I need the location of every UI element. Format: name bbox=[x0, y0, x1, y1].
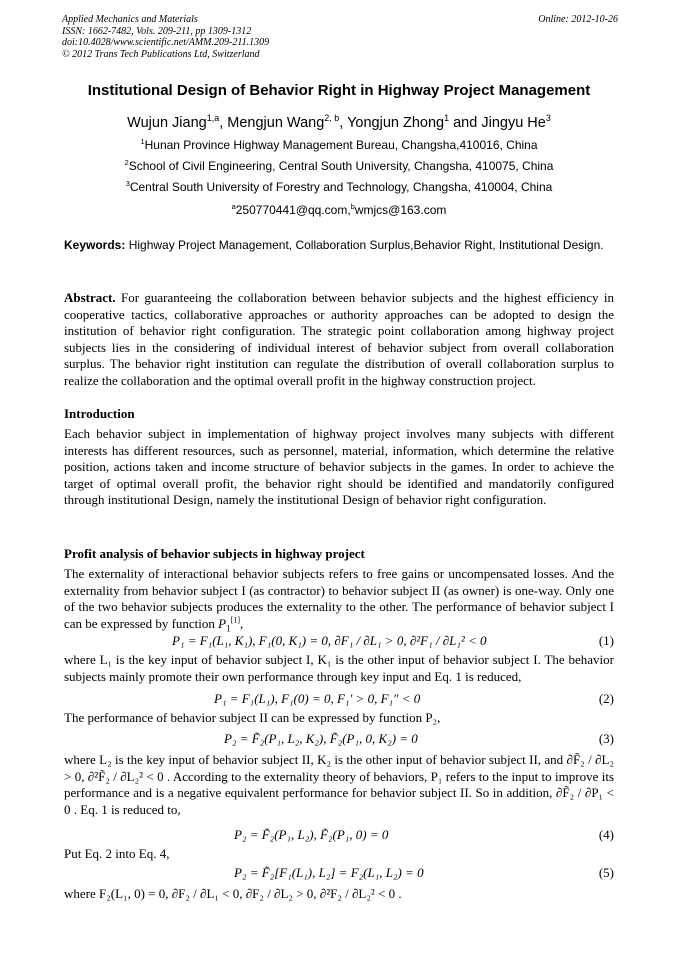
profit-paragraph-1 bbox=[64, 566, 614, 632]
issn-line: ISSN: 1662-7482, Vols. 209-211, pp 1309-1312 bbox=[62, 25, 252, 37]
author-emails bbox=[30, 203, 648, 217]
equation-number: (2) bbox=[598, 691, 614, 706]
keywords-label: Keywords: bbox=[64, 238, 126, 252]
equation-expression: P₂ = F̃₂(P₁, L₂), F̃₂(P₁, 0) = 0 bbox=[234, 827, 389, 842]
paragraph-text: The externality of interactional behavior subjects refers to free gains or uncompensated losses. And the externality from behavior subject I (as contractor) to behavior subject II (as owner) is one-way. Only one of the two behavior subjects produces the externality to the other. The performance of behavior subject I can be expressed by function bbox=[64, 566, 614, 631]
author-name: Yongjun Zhong bbox=[347, 115, 445, 131]
author-list bbox=[30, 115, 648, 131]
equation-4 bbox=[64, 826, 614, 844]
journal-header bbox=[62, 14, 618, 60]
author-sup: 3 bbox=[545, 113, 551, 124]
keywords bbox=[64, 238, 614, 254]
email-a: 250770441@qq.com, bbox=[235, 203, 351, 217]
affiliation-sup: 3 bbox=[125, 179, 130, 188]
citation-ref: [1] bbox=[230, 615, 241, 625]
affiliation-sup: 1 bbox=[140, 137, 145, 146]
affiliation-3 bbox=[30, 180, 648, 194]
author-sup: 1,a bbox=[206, 113, 220, 124]
math-sub: 1 bbox=[226, 623, 231, 634]
profit-paragraph-3: The performance of behavior subject II can be expressed by function P₂, bbox=[64, 710, 441, 725]
author-name: Wujun Jiang bbox=[127, 115, 207, 131]
author-sep: , bbox=[219, 115, 228, 131]
author-sup: 1 bbox=[444, 113, 450, 124]
equation-1 bbox=[64, 632, 614, 650]
keywords-text: Highway Project Management, Collaboration Surplus,Behavior Right, Institutional Design. bbox=[125, 238, 604, 252]
equation-3 bbox=[64, 730, 614, 748]
introduction-paragraph: Each behavior subject in implementation of highway project involves many subjects with different interests has different resources, such as personnel, material, information, which determine the relative position, actions taken and income structure of behavior subjects in the games. In order to achieve the target of optimal overall profit, the behavior right should be identified and mandatorily configured through institutional Design, namely the institutional Design of behavior right configuration. bbox=[64, 426, 614, 507]
email-b: wmjcs@163.com bbox=[354, 203, 447, 217]
author-sep: and bbox=[449, 115, 482, 131]
section-heading-introduction: Introduction bbox=[64, 406, 135, 421]
copyright-line: © 2012 Trans Tech Publications Ltd, Switzerland bbox=[62, 48, 260, 60]
author-name: Jingyu He bbox=[481, 115, 546, 131]
equation-expression: P₁ = F₁(L₁), F₁(0) = 0, F₁′ > 0, F₁″ < 0 bbox=[214, 691, 421, 706]
author-sep: , bbox=[339, 115, 348, 131]
affiliation-1 bbox=[30, 138, 648, 152]
affiliation-sup: 2 bbox=[124, 158, 129, 167]
equation-number: (3) bbox=[598, 731, 614, 746]
equation-number: (1) bbox=[598, 633, 614, 648]
abstract-text: For guaranteeing the collaboration between behavior subjects and the highest efficiency in cooperative tactics, collaborative approaches or authority approaches can be adopted to design the institution of behavior right configuration. The strategic point collaboration among highway project subjects lies in the considering of individual interest of behavior subject from overall collaboration surplus. The behavior right institution can regulate the distribution of overall collaboration surplus to realize the collaboration and the optimal overall profit in the highway construction project. bbox=[64, 290, 614, 388]
paper-title: Institutional Design of Behavior Right in Highway Project Management bbox=[87, 82, 591, 99]
equation-5 bbox=[64, 864, 614, 882]
profit-paragraph-5: Put Eq. 2 into Eq. 4, bbox=[64, 846, 170, 861]
affiliation-text: School of Civil Engineering, Central South University, Changsha, 410075, China bbox=[128, 159, 554, 173]
equation-expression: P₁ = F₁(L₁, K₁), F₁(0, K₁) = 0, ∂F₁ / ∂L₁ > 0, ∂²F₁ / ∂L₁² < 0 bbox=[172, 633, 487, 648]
equation-expression: P₂ = F̃₂[F₁(L₁), L₂] = F₂(L₁, L₂) = 0 bbox=[234, 865, 424, 880]
profit-paragraph-2: where L₁ is the key input of behavior subject I, K₁ is the other input of behavior subject I. The behavior subjects mainly promote their own performance through key input and Eq. 1 is reduced, bbox=[64, 652, 614, 684]
author-sup: 2, b bbox=[324, 113, 340, 124]
journal-name: Applied Mechanics and Materials bbox=[62, 14, 198, 25]
equation-number: (4) bbox=[598, 827, 614, 842]
abstract-label: Abstract. bbox=[64, 290, 116, 305]
email-sup: b bbox=[350, 202, 355, 211]
math-var: P bbox=[218, 615, 227, 631]
affiliation-text: Central South University of Forestry and Technology, Changsha, 410004, China bbox=[129, 180, 553, 194]
profit-paragraph-6: where F₂(L₁, 0) = 0, ∂F₂ / ∂L₁ < 0, ∂F₂ / ∂L₂ > 0, ∂²F₂ / ∂L₂² < 0 . bbox=[64, 886, 402, 901]
equation-expression: P₂ = F̃₂(P₁, L₂, K₂), F̃₂(P₁, 0, K₂) = 0 bbox=[224, 731, 418, 746]
abstract bbox=[64, 290, 614, 389]
affiliation-text: Hunan Province Highway Management Bureau, Changsha,410016, China bbox=[144, 138, 538, 152]
doi-line: doi:10.4028/www.scientific.net/AMM.209-211.1309 bbox=[62, 37, 270, 48]
profit-paragraph-4: where L₂ is the key input of behavior subject II, K₂ is the other input of behavior subject II, and ∂F̃₂ / ∂L₂ > 0, ∂²F̃₂ / ∂L₂² < 0 . According to the externality theory of behaviors, P₁ refers to the input to improve its performance and is a negative equivalent performance for behavior subject II. So in addition, ∂F̃₂ / ∂P₁ < 0 . Eq. 1 is reduced to, bbox=[64, 752, 614, 817]
author-name: Mengjun Wang bbox=[227, 115, 325, 131]
email-sup: a bbox=[231, 202, 236, 211]
equation-2 bbox=[64, 690, 614, 708]
affiliation-2 bbox=[30, 159, 648, 173]
section-heading-profit: Profit analysis of behavior subjects in highway project bbox=[64, 546, 365, 561]
paragraph-text: , bbox=[240, 615, 244, 631]
equation-number: (5) bbox=[598, 865, 614, 880]
online-date: Online: 2012-10-26 bbox=[538, 14, 618, 25]
